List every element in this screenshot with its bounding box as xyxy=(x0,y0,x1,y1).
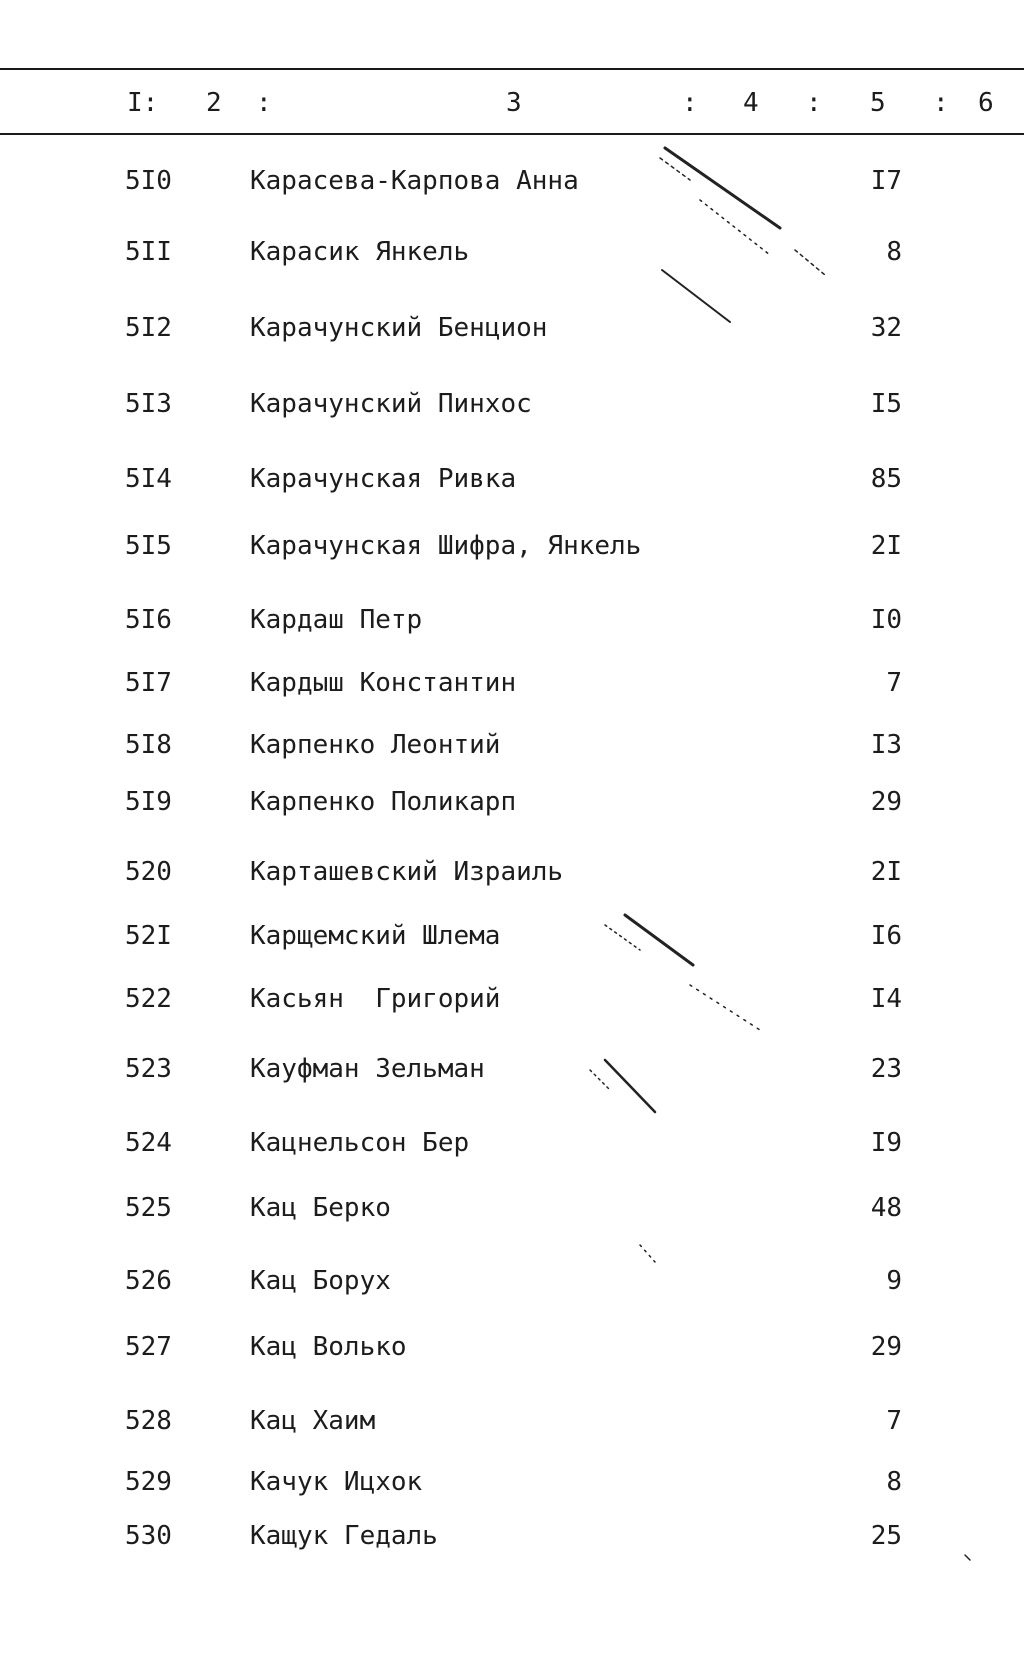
record-value: 2I xyxy=(870,531,902,561)
table-row xyxy=(0,727,1024,763)
table-row xyxy=(0,1051,1024,1087)
record-name: Карачунская Шифра, Янкель xyxy=(250,531,642,561)
record-value: 8 xyxy=(886,1467,902,1497)
table-row xyxy=(0,602,1024,638)
record-number: 5I6 xyxy=(125,605,172,635)
record-number: 529 xyxy=(125,1467,172,1497)
record-number: 5I3 xyxy=(125,389,172,419)
record-number: 528 xyxy=(125,1406,172,1436)
header-col-1: I: xyxy=(127,88,159,118)
record-value: I4 xyxy=(870,984,902,1014)
record-value: I0 xyxy=(870,605,902,635)
table-row xyxy=(0,461,1024,497)
record-number: 5I4 xyxy=(125,464,172,494)
record-number: 530 xyxy=(125,1521,172,1551)
table-row xyxy=(0,528,1024,564)
record-name: Карщемский Шлема xyxy=(250,921,501,951)
record-number: 526 xyxy=(125,1266,172,1296)
record-name: Кауфман Зельман xyxy=(250,1054,485,1084)
record-name: Касьян Григорий xyxy=(250,984,501,1014)
record-value: I9 xyxy=(870,1128,902,1158)
record-number: 5I2 xyxy=(125,313,172,343)
record-number: 5I8 xyxy=(125,730,172,760)
table-row xyxy=(0,918,1024,954)
table-row xyxy=(0,1263,1024,1299)
header-col-4: 4 xyxy=(743,88,759,118)
header-col-2: 2 xyxy=(206,88,222,118)
record-number: 520 xyxy=(125,857,172,887)
record-value: I6 xyxy=(870,921,902,951)
record-value: 9 xyxy=(886,1266,902,1296)
record-name: Кац Хаим xyxy=(250,1406,376,1436)
record-name: Кацнельсон Бер xyxy=(250,1128,470,1158)
record-value: 23 xyxy=(870,1054,902,1084)
table-row xyxy=(0,665,1024,701)
header-separator: : xyxy=(933,88,949,118)
record-name: Карпенко Поликарп xyxy=(250,787,517,817)
table-row xyxy=(0,386,1024,422)
record-number: 5I5 xyxy=(125,531,172,561)
table-row xyxy=(0,1190,1024,1226)
record-name: Кац Борух xyxy=(250,1266,391,1296)
header-separator: : xyxy=(682,88,698,118)
record-number: 5II xyxy=(125,237,172,267)
table-row xyxy=(0,1518,1024,1554)
table-row xyxy=(0,981,1024,1017)
record-value: I3 xyxy=(870,730,902,760)
record-name: Кардыш Константин xyxy=(250,668,517,698)
record-name: Качук Ицхок xyxy=(250,1467,423,1497)
record-value: 29 xyxy=(870,787,902,817)
record-value: 85 xyxy=(870,464,902,494)
record-name: Карачунская Ривка xyxy=(250,464,517,494)
record-number: 523 xyxy=(125,1054,172,1084)
record-number: 5I9 xyxy=(125,787,172,817)
table-row xyxy=(0,784,1024,820)
record-value: 7 xyxy=(886,668,902,698)
record-name: Кац Волько xyxy=(250,1332,407,1362)
record-number: 5I0 xyxy=(125,166,172,196)
record-value: 48 xyxy=(870,1193,902,1223)
record-number: 524 xyxy=(125,1128,172,1158)
record-value: I7 xyxy=(870,166,902,196)
record-value: 29 xyxy=(870,1332,902,1362)
record-number: 52I xyxy=(125,921,172,951)
record-value: 2I xyxy=(870,857,902,887)
table-row xyxy=(0,1329,1024,1365)
table-row xyxy=(0,1403,1024,1439)
record-name: Кардаш Петр xyxy=(250,605,423,635)
top-rule xyxy=(0,68,1024,70)
record-number: 525 xyxy=(125,1193,172,1223)
record-number: 522 xyxy=(125,984,172,1014)
record-name: Карасик Янкель xyxy=(250,237,470,267)
record-name: Кац Берко xyxy=(250,1193,391,1223)
record-name: Кащук Гедаль xyxy=(250,1521,438,1551)
record-value: 7 xyxy=(886,1406,902,1436)
header-col-3: 3 xyxy=(506,88,522,118)
table-row xyxy=(0,1464,1024,1500)
table-row xyxy=(0,234,1024,270)
header-col-6: 6 xyxy=(978,88,994,118)
record-number: 5I7 xyxy=(125,668,172,698)
record-name: Карачунский Бенцион xyxy=(250,313,548,343)
header-rule xyxy=(0,133,1024,135)
record-name: Карачунский Пинхос xyxy=(250,389,532,419)
header-col-5: 5 xyxy=(870,88,886,118)
record-value: 25 xyxy=(870,1521,902,1551)
record-name: Карасева-Карпова Анна xyxy=(250,166,579,196)
record-number: 527 xyxy=(125,1332,172,1362)
header-separator: : xyxy=(256,88,272,118)
table-row xyxy=(0,854,1024,890)
record-value: 32 xyxy=(870,313,902,343)
record-name: Карташевский Израиль xyxy=(250,857,564,887)
record-value: I5 xyxy=(870,389,902,419)
table-row xyxy=(0,1125,1024,1161)
record-value: 8 xyxy=(886,237,902,267)
table-row xyxy=(0,310,1024,346)
table-row xyxy=(0,163,1024,199)
header-separator: : xyxy=(806,88,822,118)
record-name: Карпенко Леонтий xyxy=(250,730,501,760)
